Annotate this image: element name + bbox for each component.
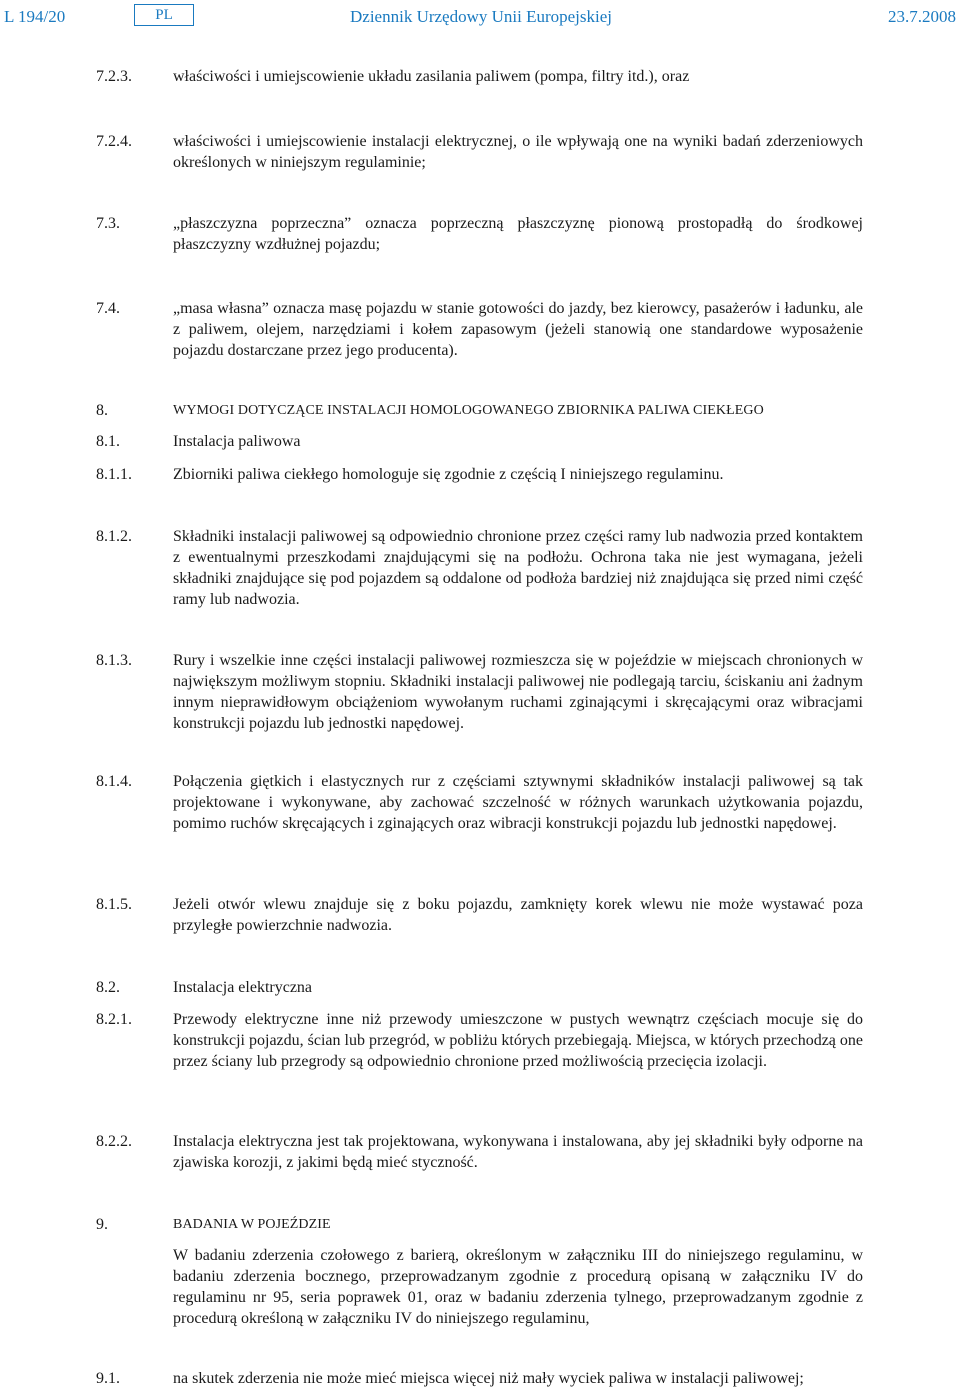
subsection-number: 8.2.: [96, 979, 120, 996]
paragraph-number: 8.1.4.: [96, 773, 132, 790]
paragraph-text: Połączenia giętkich i elastycznych rur z częściami sztywnymi składników instalacji paliwowej są tak projektowane i wykonywane, aby zachować szczelność w różnych warunkach użytkowania pojazdu, pomimo ruchów skręcających i zginających oraz wibracji konstrukcji pojazdu lub jednostki napędowej.: [173, 773, 863, 832]
paragraph-text: „masa własna” oznacza masę pojazdu w stanie gotowości do jazdy, bez kierowcy, pasażerów i ładunku, ale z paliwem, olejem, narzędziami i kołem zapasowym (jeżeli stanowią one standardowe wyposażenie pojazdu dostarczane przez jego producenta).: [173, 300, 863, 359]
paragraph-text: „płaszczyzna poprzeczna” oznacza poprzeczną płaszczyznę pionową prostopadłą do środkowej płaszczyzny wzdłużnej pojazdu;: [173, 215, 863, 253]
paragraph-number: 7.4.: [96, 300, 120, 317]
paragraph-number: 8.2.2.: [96, 1133, 132, 1150]
paragraph-text: Jeżeli otwór wlewu znajduje się z boku pojazdu, zamknięty korek wlewu nie może wystawać poza przyległe powierzchnie nadwozia.: [173, 896, 863, 934]
paragraph-text: Rury i wszelkie inne części instalacji paliwowej rozmieszcza się w pojeździe w miejscach chronionych w największym możliwym stopniu. Składniki instalacji paliwowej nie podlegają tarciu, ściskaniu ani żadnym innym nieprawidłowym obciążeniom wywołanym ruchami zginającymi i skręcającymi oraz wibracjami konstrukcji pojazdu lub jednostki napędowej.: [173, 652, 863, 732]
subsection-title: Instalacja paliwowa: [173, 433, 301, 450]
language-badge: PL: [134, 4, 194, 26]
paragraph-number: 8.1.1.: [96, 466, 132, 483]
section-number: 8.: [96, 402, 108, 419]
paragraph-text: właściwości i umiejscowienie układu zasilania paliwem (pompa, filtry itd.), oraz: [173, 68, 690, 85]
paragraph-number: 8.1.3.: [96, 652, 132, 669]
paragraph-number: 9.1.: [96, 1370, 120, 1387]
paragraph-number: 7.3.: [96, 215, 120, 232]
page-header: [0, 4, 960, 28]
paragraph-text: Zbiorniki paliwa ciekłego homologuje się zgodnie z częścią I niniejszego regulaminu.: [173, 466, 724, 483]
subsection-number: 8.1.: [96, 433, 120, 450]
subsection-title: Instalacja elektryczna: [173, 979, 313, 996]
paragraph-text: właściwości i umiejscowienie instalacji elektrycznej, o ile wpływają one na wyniki badań zderzeniowych określonych w niniejszym regulaminie;: [173, 133, 863, 171]
section-title: WYMOGI DOTYCZĄCE INSTALACJI HOMOLOGOWANEGO ZBIORNIKA PALIWA CIEKŁEGO: [173, 403, 764, 418]
paragraph-text: na skutek zderzenia nie może mieć miejsca więcej niż mały wyciek paliwa w instalacji paliwowej;: [173, 1370, 804, 1387]
publication-date: 23.7.2008: [888, 7, 956, 26]
paragraph-text: Przewody elektryczne inne niż przewody umieszczone w pustych wewnątrz częściach mocuje się do konstrukcji pojazdu, ścian lub przegród, w pobliżu których przebiegają. Miejsca, w których przechodzą one przez ściany lub przegrody są odpowiednio chronione przed możliwością przecięcia izolacji.: [173, 1011, 863, 1070]
journal-title: Dziennik Urzędowy Unii Europejskiej: [350, 7, 613, 26]
page-reference: L 194/20: [4, 7, 66, 26]
paragraph-number: 8.1.5.: [96, 896, 132, 913]
section-title: BADANIA W POJEŹDZIE: [173, 1217, 331, 1232]
paragraph-number: 7.2.3.: [96, 68, 132, 85]
paragraph-text: Instalacja elektryczna jest tak projektowana, wykonywana i instalowana, aby jej składniki były odporne na zjawiska korozji, z jakimi będą mieć styczność.: [173, 1133, 863, 1171]
paragraph-number: 7.2.4.: [96, 133, 132, 150]
paragraph-text: Składniki instalacji paliwowej są odpowiednio chronione przez części ramy lub nadwozia przed kontaktem z ewentualnymi przeszkodami znajdującymi się na podłożu. Ochrona taka nie jest wymagana, jeżeli składniki znajdujące się pod pojazdem są oddalone od podłoża bardziej niż znajdująca się przed nimi część ramy lub nadwozia.: [173, 528, 863, 608]
section-number: 9.: [96, 1216, 108, 1233]
paragraph-number: 8.2.1.: [96, 1011, 132, 1028]
paragraph-text: W badaniu zderzenia czołowego z barierą, określonym w załączniku III do niniejszego regulaminu, w badaniu zderzenia bocznego, przeprowadzanym zgodnie z procedurą opisaną w załączniku IV do regulaminu nr 95, seria poprawek 01, oraz w badaniu zderzenia tylnego, przeprowadzanym zgodnie z procedurą określoną w załączniku IV do niniejszego regulaminu,: [173, 1247, 863, 1327]
paragraph-number: 8.1.2.: [96, 528, 132, 545]
